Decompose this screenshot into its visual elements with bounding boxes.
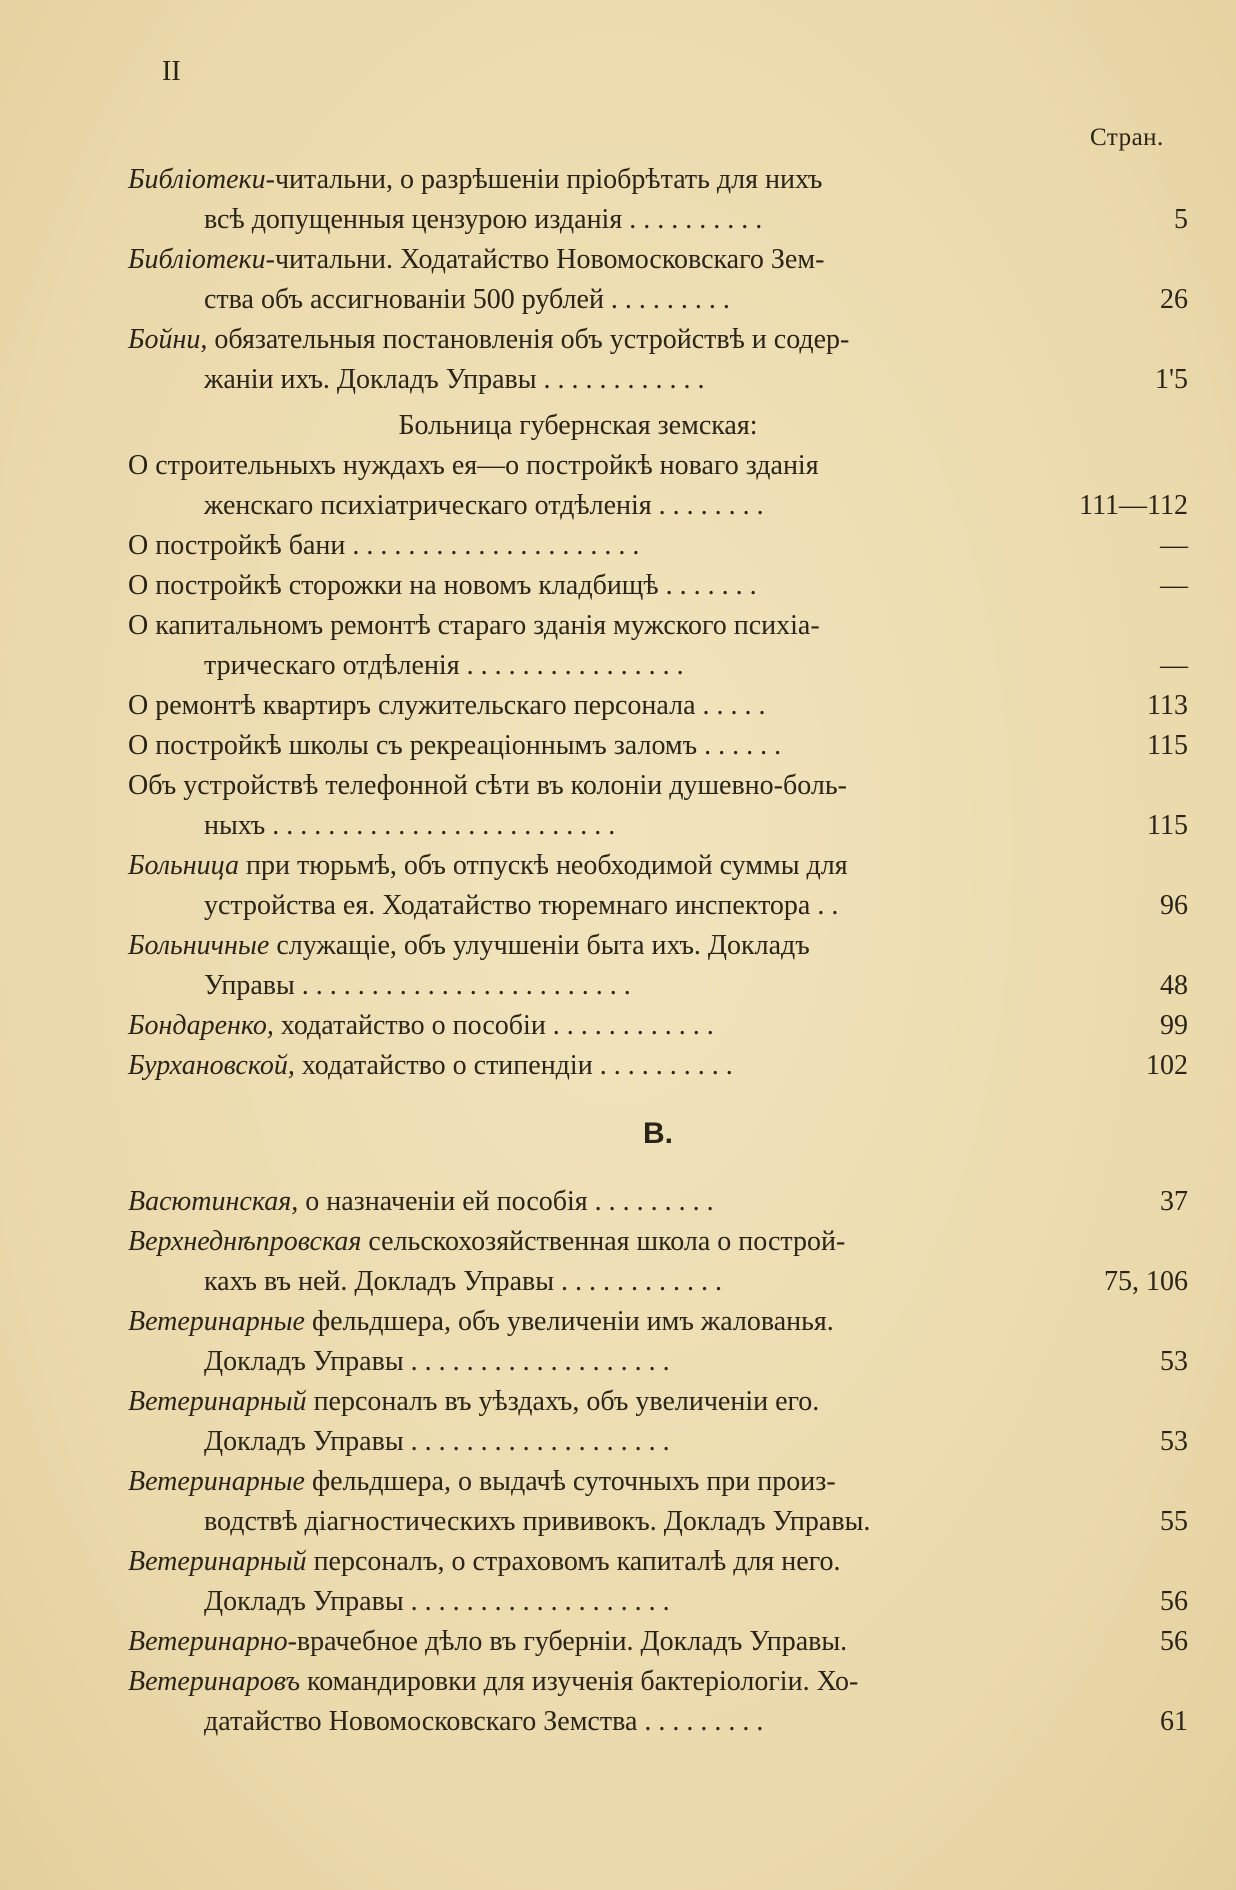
entry-text xyxy=(128,566,757,606)
entry-text xyxy=(204,360,705,400)
index-line xyxy=(128,726,1188,766)
index-line xyxy=(128,1302,1188,1342)
entry-page-ref: 61 xyxy=(1160,1706,1188,1737)
entry-page-ref: 1'5 xyxy=(1154,364,1188,395)
index-line xyxy=(128,646,1188,686)
entry-page-ref: 37 xyxy=(1160,1186,1188,1217)
entry-text xyxy=(128,1462,836,1502)
entry-description: -читальни, о разрѣшеніи пріобрѣтать для нихъ xyxy=(265,164,823,195)
entry-text xyxy=(128,1222,845,1262)
index-line xyxy=(128,1006,1188,1046)
entry-page-ref: — xyxy=(1160,650,1188,681)
entry-description: трическаго отдѣленія . . . . . . . . . . . . . . . . xyxy=(204,650,684,681)
entry-keyword: Больничные xyxy=(128,930,270,961)
index-entries xyxy=(128,160,1188,1742)
entry-text xyxy=(128,606,820,646)
entry-description: всѣ допущенныя цензурою изданія . . . . . . . . . . xyxy=(204,204,763,235)
entry-keyword: Ветеринаровъ xyxy=(128,1666,301,1697)
entry-description: О строительныхъ нуждахъ ея—о постройкѣ новаго зданія xyxy=(128,450,819,481)
entry-keyword: Больница xyxy=(128,850,240,881)
entry-text xyxy=(204,1502,870,1542)
entry-text xyxy=(204,1702,763,1742)
index-line xyxy=(128,1462,1188,1502)
entry-text xyxy=(128,160,822,200)
entry-description: ства объ ассигнованіи 500 рублей . . . . . . . . . xyxy=(204,284,730,315)
index-line xyxy=(128,1046,1188,1086)
entry-description: -читальни. Ходатайство Новомосковскаго Зем- xyxy=(265,244,825,275)
index-line xyxy=(128,1502,1188,1542)
entry-description: кахъ въ ней. Докладъ Управы . . . . . . . . . . . . xyxy=(204,1266,723,1297)
entry-page-ref: 5 xyxy=(1174,204,1188,235)
entry-description: О постройкѣ школы съ рекреаціоннымъ заломъ . . . . . . xyxy=(128,730,782,761)
entry-page-ref: 115 xyxy=(1147,730,1188,761)
entry-text xyxy=(128,926,810,966)
index-line xyxy=(128,446,1188,486)
index-line xyxy=(128,200,1188,240)
entry-text xyxy=(204,280,730,320)
entry-text xyxy=(128,766,847,806)
index-group-b xyxy=(128,160,1188,1086)
entry-description: о назначеніи ей пособія . . . . . . . . . xyxy=(298,1186,714,1217)
index-line xyxy=(128,566,1188,606)
index-line xyxy=(128,846,1188,886)
entry-description: Больница губернская земская: xyxy=(398,410,758,441)
entry-page-ref: 113 xyxy=(1147,690,1188,721)
column-header-pages: Стран. xyxy=(1090,124,1164,151)
index-line xyxy=(128,1342,1188,1382)
entry-page-ref: 99 xyxy=(1160,1010,1188,1041)
index-line xyxy=(128,486,1188,526)
entry-description: Управы . . . . . . . . . . . . . . . . . . . . . . . . xyxy=(204,970,631,1001)
entry-description: жаніи ихъ. Докладъ Управы . . . . . . . . . . . . xyxy=(204,364,705,395)
entry-page-ref: 26 xyxy=(1160,284,1188,315)
entry-text xyxy=(128,1542,841,1582)
entry-description: женскаго психіатрическаго отдѣленія . . . . . . . . xyxy=(204,490,764,521)
entry-description: О капитальномъ ремонтѣ стараго зданія мужского психіа- xyxy=(128,610,820,641)
entry-description: командировки для изученія бактеріологіи. Хо- xyxy=(300,1666,859,1697)
entry-description: сельскохозяйственная школа о построй- xyxy=(361,1226,846,1257)
entry-description: Докладъ Управы . . . . . . . . . . . . . . . . . . . xyxy=(204,1346,670,1377)
entry-text xyxy=(128,1046,733,1086)
entry-text xyxy=(128,1382,819,1422)
entry-text xyxy=(128,240,824,280)
entry-keyword: Ветеринарно xyxy=(128,1626,288,1657)
entry-text xyxy=(204,200,762,240)
entry-page-ref: — xyxy=(1160,530,1188,561)
entry-description: ныхъ . . . . . . . . . . . . . . . . . . . . . . . . . xyxy=(204,810,616,841)
index-line xyxy=(128,886,1188,926)
entry-page-ref: — xyxy=(1160,570,1188,601)
entry-text xyxy=(128,320,849,360)
index-line xyxy=(128,606,1188,646)
entry-text xyxy=(204,886,838,926)
entry-text xyxy=(204,1582,670,1622)
entry-keyword: Бондаренко, xyxy=(128,1010,274,1041)
entry-keyword: Библіотеки xyxy=(128,164,266,195)
index-line xyxy=(128,1582,1188,1622)
entry-page-ref: 55 xyxy=(1160,1506,1188,1537)
index-line xyxy=(128,1382,1188,1422)
index-line xyxy=(128,806,1188,846)
entry-description: при тюрьмѣ, объ отпускѣ необходимой суммы для xyxy=(239,850,848,881)
entry-page-ref: 75, 106 xyxy=(1104,1266,1188,1297)
entry-text xyxy=(128,526,639,566)
entry-description: -врачебное дѣло въ губерніи. Докладъ Управы. xyxy=(287,1626,848,1657)
entry-page-ref: 96 xyxy=(1160,890,1188,921)
index-line xyxy=(128,160,1188,200)
entry-text xyxy=(128,406,1028,446)
entry-text xyxy=(128,726,781,766)
entry-text xyxy=(128,1662,858,1702)
entry-keyword: Ветеринарные xyxy=(128,1466,305,1497)
entry-description: ходатайство о пособіи . . . . . . . . . . . . xyxy=(273,1010,714,1041)
entry-description: фельдшера, объ увеличеніи имъ жалованья. xyxy=(304,1306,834,1337)
entry-keyword: Библіотеки xyxy=(128,244,266,275)
index-line xyxy=(128,966,1188,1006)
index-line xyxy=(128,1222,1188,1262)
entry-description: датайство Новомосковскаго Земства . . . . . . . . . xyxy=(204,1706,764,1737)
entry-description: Докладъ Управы . . . . . . . . . . . . . . . . . . . xyxy=(204,1426,670,1457)
entry-page-ref: 56 xyxy=(1160,1626,1188,1657)
entry-text xyxy=(204,1262,722,1302)
entry-description: О постройкѣ сторожки на новомъ кладбищѣ . . . . . . . xyxy=(128,570,757,601)
entry-description: фельдшера, о выдачѣ суточныхъ при произ- xyxy=(304,1466,836,1497)
index-line xyxy=(128,1262,1188,1302)
entry-text xyxy=(204,966,631,1006)
entry-description: служащіе, объ улучшеніи быта ихъ. Докладъ xyxy=(269,930,810,961)
index-line xyxy=(128,360,1188,400)
entry-keyword: Ветеринарный xyxy=(128,1546,307,1577)
index-line xyxy=(128,1542,1188,1582)
entry-keyword: Ветеринарный xyxy=(128,1386,307,1417)
entry-description: персоналъ, о страховомъ капиталѣ для него. xyxy=(306,1546,841,1577)
index-line xyxy=(128,1182,1188,1222)
entry-description: Объ устройствѣ телефонной сѣти въ колоніи душевно-боль- xyxy=(128,770,847,801)
entry-page-ref: 111—112 xyxy=(1079,490,1188,521)
entry-keyword: Бурхановской, xyxy=(128,1050,295,1081)
index-line xyxy=(128,240,1188,280)
index-line xyxy=(128,686,1188,726)
entry-page-ref: 48 xyxy=(1160,970,1188,1001)
entry-text xyxy=(128,1182,714,1222)
index-line xyxy=(128,1662,1188,1702)
entry-description: Докладъ Управы . . . . . . . . . . . . . . . . . . . xyxy=(204,1586,670,1617)
index-line xyxy=(128,320,1188,360)
entry-page-ref: 53 xyxy=(1160,1426,1188,1457)
index-line xyxy=(128,926,1188,966)
page-number: II xyxy=(162,56,181,87)
entry-description: водствѣ діагностическихъ прививокъ. Докладъ Управы. xyxy=(204,1506,871,1537)
entry-page-ref: 56 xyxy=(1160,1586,1188,1617)
entry-description: персоналъ въ уѣздахъ, объ увеличеніи его. xyxy=(306,1386,820,1417)
section-letter: В. xyxy=(643,1117,673,1150)
entry-text xyxy=(128,1622,847,1662)
entry-page-ref: 102 xyxy=(1146,1050,1188,1081)
entry-text xyxy=(128,1006,714,1046)
entry-description: обязательныя постановленія объ устройствѣ и содер- xyxy=(207,324,850,355)
entry-page-ref: 115 xyxy=(1147,810,1188,841)
index-line xyxy=(128,1702,1188,1742)
entry-text xyxy=(204,646,684,686)
index-line xyxy=(128,280,1188,320)
entry-keyword: Васютинская, xyxy=(128,1186,299,1217)
index-line xyxy=(128,1622,1188,1662)
entry-text xyxy=(128,1302,834,1342)
index-subheading xyxy=(128,406,1188,446)
index-line xyxy=(128,766,1188,806)
entry-keyword: Ветеринарные xyxy=(128,1306,305,1337)
entry-description: О ремонтѣ квартиръ служительскаго персонала . . . . . xyxy=(128,690,766,721)
entry-text xyxy=(204,1342,670,1382)
entry-text xyxy=(128,846,848,886)
index-group-v xyxy=(128,1182,1188,1742)
index-line xyxy=(128,526,1188,566)
entry-description: О постройкѣ бани . . . . . . . . . . . . . . . . . . . . . xyxy=(128,530,640,561)
entry-text xyxy=(204,486,764,526)
entry-description: ходатайство о стипендіи . . . . . . . . . . xyxy=(294,1050,733,1081)
entry-keyword: Бойни, xyxy=(128,324,208,355)
entry-text xyxy=(204,1422,670,1462)
entry-description: устройства ея. Ходатайство тюремнаго инспектора . . xyxy=(204,890,839,921)
entry-page-ref: 53 xyxy=(1160,1346,1188,1377)
entry-text xyxy=(128,446,819,486)
entry-text xyxy=(128,686,766,726)
entry-keyword: Верхнеднѣпровская xyxy=(128,1226,362,1257)
index-line xyxy=(128,1422,1188,1462)
entry-text xyxy=(204,806,615,846)
